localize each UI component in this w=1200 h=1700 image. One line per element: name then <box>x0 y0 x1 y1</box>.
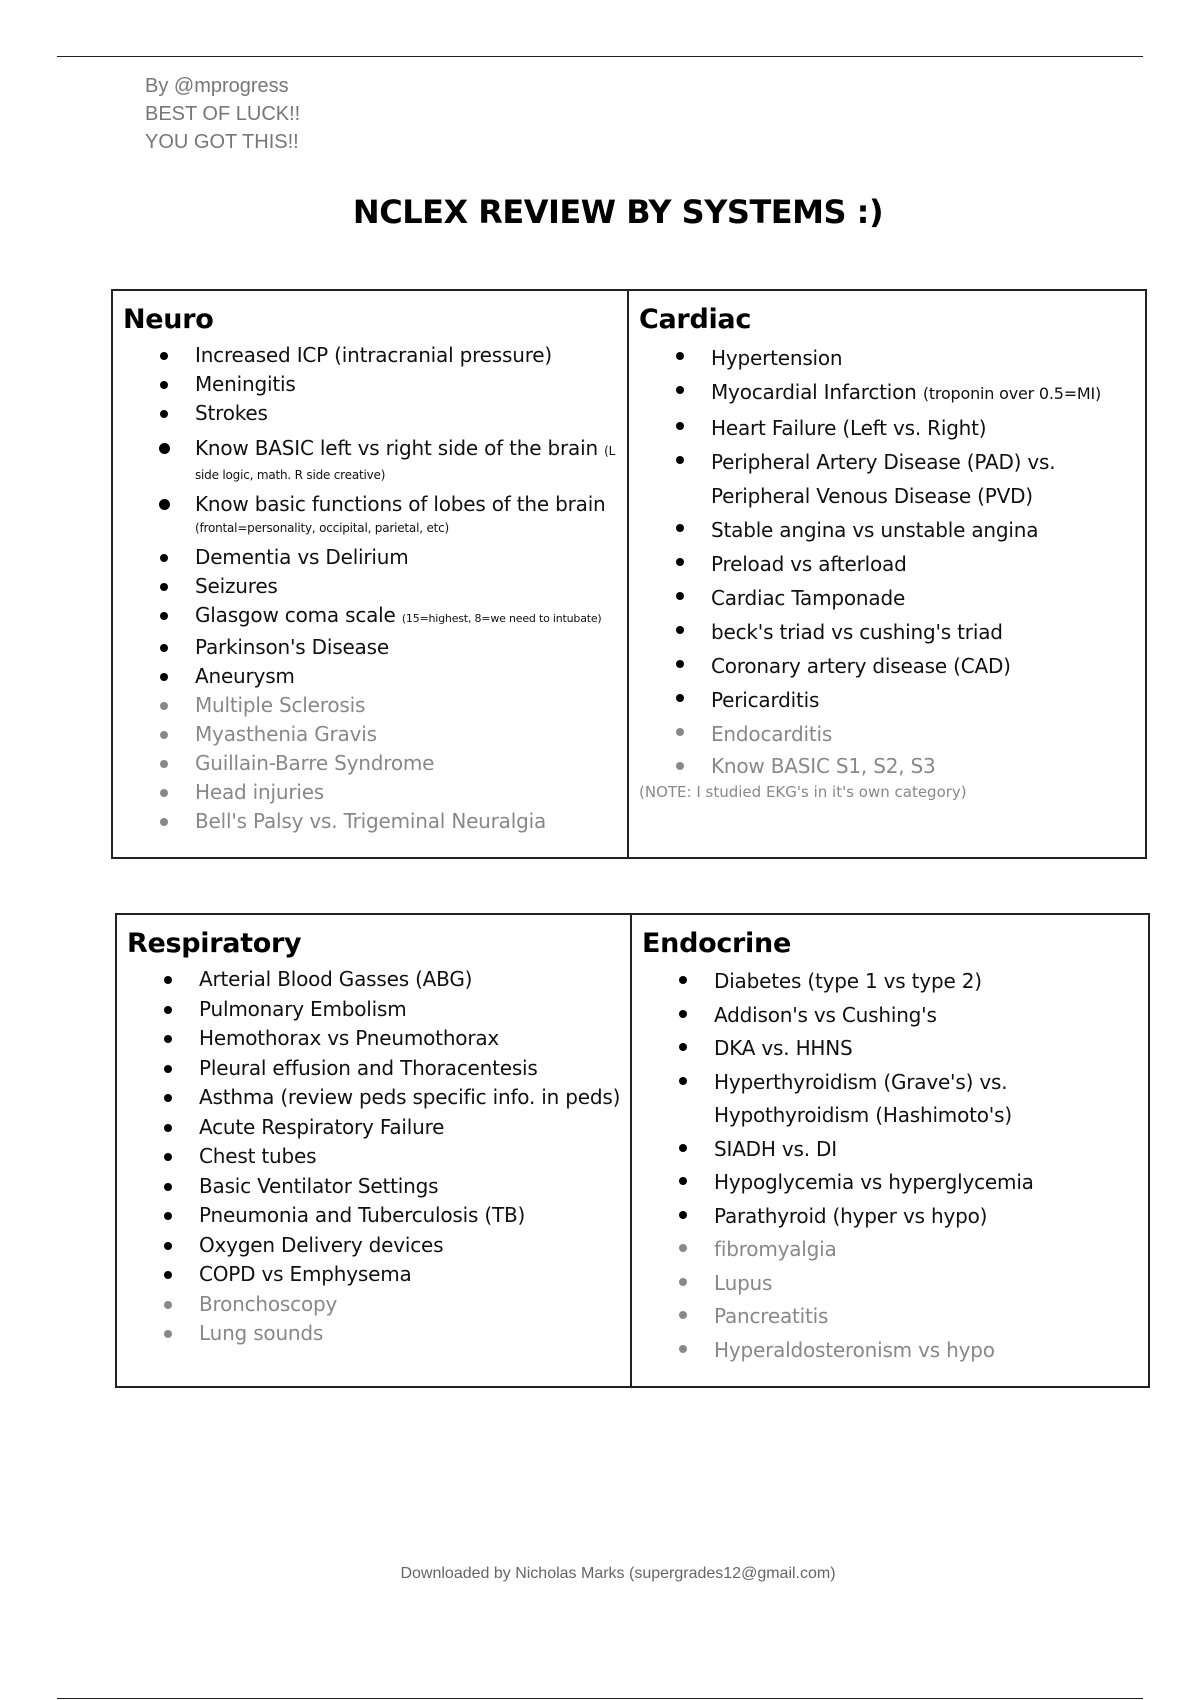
list-item: Hypertension <box>639 341 1145 375</box>
bullet-icon <box>676 422 684 430</box>
bullet-icon <box>676 456 684 464</box>
bullet-icon <box>679 1244 687 1252</box>
list-item: Hemothorax vs Pneumothorax <box>127 1024 630 1054</box>
intro-luck: BEST OF LUCK!! <box>145 103 301 125</box>
list-item: Arterial Blood Gasses (ABG) <box>127 965 630 995</box>
bullet-icon <box>676 626 684 634</box>
list-item: Aneurysm <box>123 662 627 691</box>
list-item: Pleural effusion and Thoracentesis <box>127 1054 630 1084</box>
list-item: Peripheral Artery Disease (PAD) vs. Peripheral Venous Disease (PVD) <box>639 445 1145 513</box>
list-item: COPD vs Emphysema <box>127 1260 630 1290</box>
list-item: Bell's Palsy vs. Trigeminal Neuralgia <box>123 807 627 836</box>
bullet-icon <box>676 728 684 736</box>
list-item: Guillain-Barre Syndrome <box>123 749 627 778</box>
bullet-icon <box>164 1006 172 1014</box>
list-item: Bronchoscopy <box>127 1290 630 1320</box>
list-item: Myasthenia Gravis <box>123 720 627 749</box>
bullet-icon <box>164 1212 172 1220</box>
bullet-icon <box>160 731 168 739</box>
section-title-respiratory: Respiratory <box>127 928 302 959</box>
list-item: Dementia vs Delirium <box>123 543 627 572</box>
bullet-icon <box>676 762 684 770</box>
neuro-section <box>113 291 627 857</box>
list-item: Myocardial Infarction (troponin over 0.5=MI) <box>639 375 1145 411</box>
list-item: Head injuries <box>123 778 627 807</box>
bullet-icon <box>164 1301 172 1309</box>
bullet-icon <box>676 524 684 532</box>
list-item: Pericarditis <box>639 683 1145 717</box>
bullet-icon <box>159 499 170 510</box>
bullet-icon <box>679 1010 687 1018</box>
bullet-icon <box>160 352 168 360</box>
respiratory-section <box>117 915 630 1386</box>
bullet-icon <box>160 381 168 389</box>
endocrine-list <box>642 965 1148 1367</box>
list-item: Seizures <box>123 572 627 601</box>
bullet-icon <box>164 976 172 984</box>
bullet-icon <box>159 443 170 454</box>
bullet-icon <box>676 352 684 360</box>
list-item: Know BASIC left vs right side of the brain (L side logic, math. R side creative) <box>123 434 627 484</box>
bullet-icon <box>164 1242 172 1250</box>
page-title: NCLEX REVIEW BY SYSTEMS :) <box>352 193 884 231</box>
list-item: Lung sounds <box>127 1319 630 1349</box>
list-item: Diabetes (type 1 vs type 2) <box>642 965 1148 999</box>
bullet-icon <box>160 789 168 797</box>
list-item: Meningitis <box>123 370 627 399</box>
bullet-icon <box>679 1211 687 1219</box>
list-item: Multiple Sclerosis <box>123 691 627 720</box>
download-footer: Downloaded by Nicholas Marks (supergrades12@gmail.com) <box>400 1565 836 1582</box>
respiratory-list <box>127 965 630 1349</box>
bottom-rule <box>57 1698 1143 1699</box>
bullet-icon <box>160 410 168 418</box>
list-item: Stable angina vs unstable angina <box>639 513 1145 547</box>
bullet-icon <box>679 1278 687 1286</box>
list-item: Glasgow coma scale (15=highest, 8=we need to intubate) <box>123 601 627 633</box>
list-item: Preload vs afterload <box>639 547 1145 581</box>
bullet-icon <box>164 1094 172 1102</box>
list-item: Strokes <box>123 399 627 428</box>
list-item: Pulmonary Embolism <box>127 995 630 1025</box>
list-item: Know basic functions of lobes of the brain (frontal=personality, occipital, parietal, etc) <box>123 490 627 537</box>
neuro-list <box>123 341 627 836</box>
list-item: beck's triad vs cushing's triad <box>639 615 1145 649</box>
bullet-icon <box>160 702 168 710</box>
list-item: DKA vs. HHNS <box>642 1032 1148 1066</box>
bullet-icon <box>164 1124 172 1132</box>
list-item: Endocarditis <box>639 717 1145 751</box>
bullet-icon <box>160 644 168 652</box>
ekg-note: (NOTE: I studied EKG's in it's own category) <box>639 783 967 801</box>
list-item: Know BASIC S1, S2, S3 <box>639 751 1145 781</box>
list-item: Lupus <box>642 1267 1148 1301</box>
top-rule <box>57 56 1143 57</box>
bullet-icon <box>679 1311 687 1319</box>
intro-encourage: YOU GOT THIS!! <box>145 131 299 153</box>
endocrine-section <box>630 915 1148 1386</box>
list-item: Hypoglycemia vs hyperglycemia <box>642 1166 1148 1200</box>
list-item: Hyperaldosteronism vs hypo <box>642 1334 1148 1368</box>
bullet-icon <box>679 1043 687 1051</box>
bullet-icon <box>676 592 684 600</box>
bullet-icon <box>679 976 687 984</box>
cardiac-section <box>627 291 1145 857</box>
list-item: Heart Failure (Left vs. Right) <box>639 411 1145 445</box>
cardiac-list <box>639 341 1145 781</box>
bullet-icon <box>164 1065 172 1073</box>
bullet-icon <box>679 1144 687 1152</box>
intro-block <box>145 72 300 156</box>
table-neuro-cardiac <box>111 289 1147 859</box>
bullet-icon <box>679 1345 687 1353</box>
bullet-icon <box>676 660 684 668</box>
bullet-icon <box>160 583 168 591</box>
section-title-neuro: Neuro <box>123 304 214 335</box>
list-item: SIADH vs. DI <box>642 1133 1148 1167</box>
list-item: Pneumonia and Tuberculosis (TB) <box>127 1201 630 1231</box>
list-item: Chest tubes <box>127 1142 630 1172</box>
table-respiratory-endocrine <box>115 913 1150 1388</box>
list-item: Parkinson's Disease <box>123 633 627 662</box>
list-item: Hyperthyroidism (Grave's) vs. Hypothyroidism (Hashimoto's) <box>642 1066 1148 1133</box>
bullet-icon <box>164 1035 172 1043</box>
bullet-icon <box>679 1177 687 1185</box>
bullet-icon <box>164 1183 172 1191</box>
bullet-icon <box>679 1077 687 1085</box>
list-item: Oxygen Delivery devices <box>127 1231 630 1261</box>
list-item: Basic Ventilator Settings <box>127 1172 630 1202</box>
list-item: Acute Respiratory Failure <box>127 1113 630 1143</box>
bullet-icon <box>164 1330 172 1338</box>
list-item: Pancreatitis <box>642 1300 1148 1334</box>
intro-author: By @mprogress <box>145 75 289 97</box>
bullet-icon <box>160 760 168 768</box>
list-item: Addison's vs Cushing's <box>642 999 1148 1033</box>
bullet-icon <box>160 554 168 562</box>
list-item: Coronary artery disease (CAD) <box>639 649 1145 683</box>
list-item: fibromyalgia <box>642 1233 1148 1267</box>
bullet-icon <box>164 1271 172 1279</box>
bullet-icon <box>164 1153 172 1161</box>
list-item: Cardiac Tamponade <box>639 581 1145 615</box>
bullet-icon <box>160 612 168 620</box>
bullet-icon <box>160 673 168 681</box>
bullet-icon <box>676 694 684 702</box>
section-title-cardiac: Cardiac <box>639 304 752 335</box>
bullet-icon <box>676 558 684 566</box>
bullet-icon <box>676 386 684 394</box>
list-item: Parathyroid (hyper vs hypo) <box>642 1200 1148 1234</box>
list-item: Increased ICP (intracranial pressure) <box>123 341 627 370</box>
section-title-endocrine: Endocrine <box>642 928 791 959</box>
list-item: Asthma (review peds specific info. in peds) <box>127 1083 630 1113</box>
bullet-icon <box>160 818 168 826</box>
